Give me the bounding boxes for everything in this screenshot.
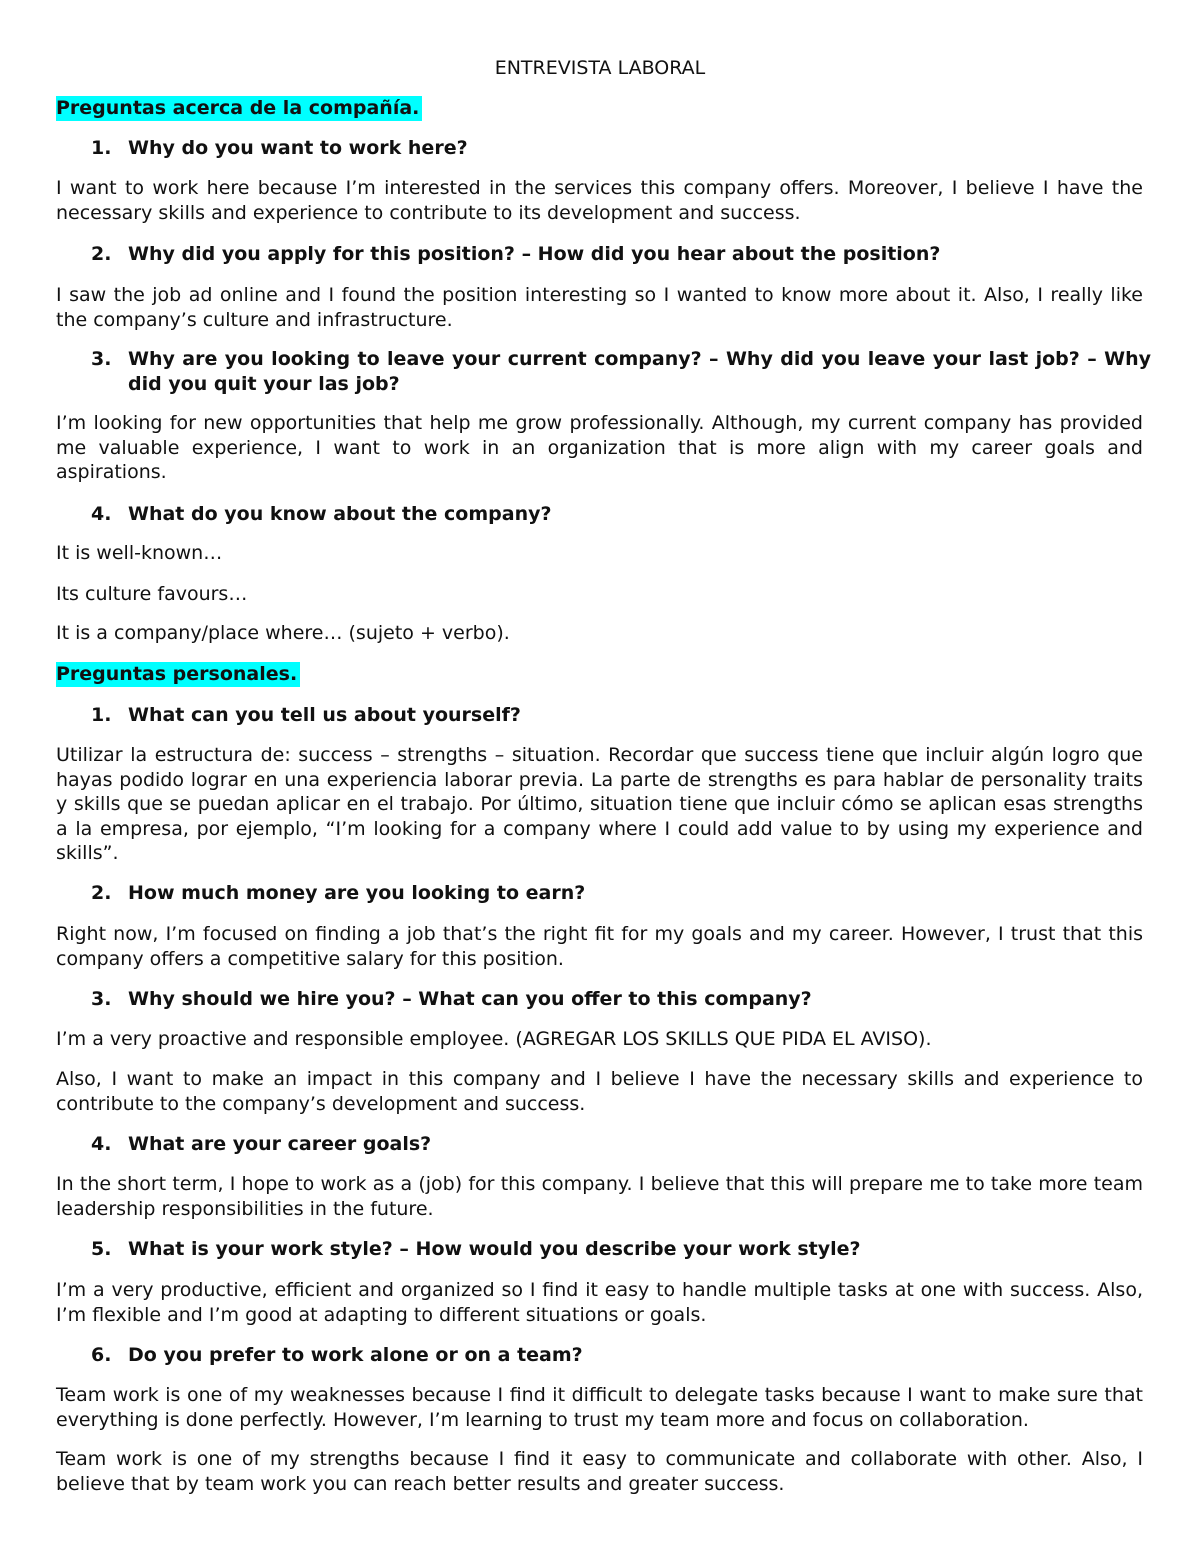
question-text: Do you prefer to work alone or on a team? [128, 1344, 583, 1366]
answer-paragraph: Team work is one of my strengths because I find it easy to communicate and collaborate with other. Also, I believe that by team work you can reach better results and greater success. [56, 1448, 1143, 1495]
answer-paragraph: I’m looking for new opportunities that help me grow professionally. Although, my current company has provided me valuable experience, I want to work in an organization that is more align with my career goals and aspirations. [56, 412, 1143, 483]
question-number: 1. [91, 704, 112, 726]
section-heading-personal [56, 662, 300, 687]
question-number: 1. [91, 137, 112, 159]
question-text: Why do you want to work here? [128, 137, 468, 159]
answer-line: Its culture favours… [56, 583, 248, 605]
question-text: What are your career goals? [128, 1133, 432, 1155]
section-heading-text: Preguntas personales. [56, 662, 300, 687]
answer-paragraph: I saw the job ad online and I found the position interesting so I wanted to know more about it. Also, I really like the company’s culture and infrastructure. [56, 284, 1143, 331]
question-number: 3. [91, 988, 112, 1010]
question-text: What do you know about the company? [128, 503, 552, 525]
question-number: 4. [91, 1133, 112, 1155]
question-item [91, 1132, 1151, 1157]
question-text: What is your work style? – How would you describe your work style? [128, 1238, 861, 1260]
question-item [91, 242, 1151, 267]
question-item [91, 136, 1151, 161]
answer-paragraph: In the short term, I hope to work as a (job) for this company. I believe that this will prepare me to take more team leadership responsibilities in the future. [56, 1173, 1143, 1220]
question-number: 4. [91, 503, 112, 525]
question-item [91, 1237, 1151, 1262]
answer-paragraph: I want to work here because I’m interested in the services this company offers. Moreover, I believe I have the necessary skills and experience to contribute to its development and success. [56, 177, 1143, 224]
question-item [91, 347, 1151, 396]
question-item [91, 881, 1151, 906]
section-heading-company [56, 96, 422, 121]
answer-paragraph: I’m a very productive, efficient and organized so I find it easy to handle multiple tasks at one with success. Also, I’m flexible and I’m good at adapting to different situations or goals. [56, 1279, 1143, 1326]
answer-line: It is well-known… [56, 542, 223, 564]
answer-paragraph: Team work is one of my weaknesses because I find it difficult to delegate tasks because I want to make sure that everything is done perfectly. However, I’m learning to trust my team more and focus on collaboration. [56, 1384, 1143, 1431]
document-title: ENTREVISTA LABORAL [494, 57, 706, 79]
question-item [91, 502, 1151, 527]
question-number: 3. [91, 348, 112, 370]
question-item [91, 1343, 1151, 1368]
question-number: 5. [91, 1238, 112, 1260]
answer-paragraph: Also, I want to make an impact in this company and I believe I have the necessary skills and experience to contribute to the company’s development and success. [56, 1068, 1143, 1115]
question-number: 2. [91, 243, 112, 265]
question-text: Why did you apply for this position? – How did you hear about the position? [128, 243, 941, 265]
question-text: Why are you looking to leave your current company? – Why did you leave your last job? – Why did you quit your las job? [128, 348, 1151, 395]
question-number: 2. [91, 882, 112, 904]
answer-paragraph: I’m a very proactive and responsible employee. (AGREGAR LOS SKILLS QUE PIDA EL AVISO). [56, 1028, 932, 1050]
question-item [91, 987, 1151, 1012]
answer-paragraph: Utilizar la estructura de: success – strengths – situation. Recordar que success tiene que incluir algún logro que hayas podido lograr en una experiencia laborar previa. La parte de strengths es para hablar de personality traits y skills que se puedan aplicar en el trabajo. Por último, situation tiene que incluir cómo se aplican esas strengths a la empresa, por ejemplo, “I’m looking for a company where I could add value to by using my experience and skills”. [56, 744, 1143, 864]
question-text: What can you tell us about yourself? [128, 704, 521, 726]
question-text: Why should we hire you? – What can you offer to this company? [128, 988, 812, 1010]
section-heading-text: Preguntas acerca de la compañía. [56, 96, 422, 121]
answer-paragraph: Right now, I’m focused on finding a job that’s the right fit for my goals and my career. However, I trust that this company offers a competitive salary for this position. [56, 923, 1143, 970]
answer-line: It is a company/place where… (sujeto + verbo). [56, 622, 510, 644]
question-text: How much money are you looking to earn? [128, 882, 586, 904]
question-item [91, 703, 1151, 728]
question-number: 6. [91, 1344, 112, 1366]
